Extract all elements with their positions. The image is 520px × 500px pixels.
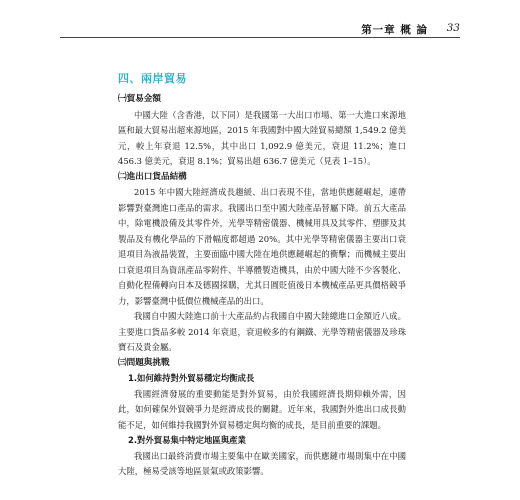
subheading-trade-amount: ㈠貿易金額	[118, 94, 161, 104]
page-number: 33	[446, 22, 460, 34]
paragraph-stable-growth: 我國經濟發展的重要動能是對外貿易，由於我國經濟長期仰賴外需，因此，如何確保外貿競爭力是經濟成長的關鍵。近年來，我國對外進出口成長動能不足，如何維持我國對外貿易穩定與均衡的成長，是目前重要的課題。	[118, 388, 406, 430]
subheading-goods-structure: ㈡進出口貨品結構	[118, 171, 187, 182]
chapter-title: 第一章 概 論	[361, 24, 428, 36]
paragraph-concentration: 我國出口最終消費市場主要集中在歐美國家，而供應鏈市場則集中在中國大陸，極易受該等地區景氣或政策影響。	[118, 450, 406, 476]
subheading-concentration: 2.對外貿易集中特定地區與產業	[128, 435, 246, 445]
page-header	[60, 22, 460, 40]
body-content	[118, 92, 406, 480]
paragraph-export-structure: 2015 年中國大陸經濟成長趨緩、出口表現不佳，當地供應鏈崛起，連帶影響對臺灣進口產品的需求。我國出口至中國大陸產品替屬下降。前五大產品中，除電機設備及其零件外，光學等精密儀器、機械用具及其零件、塑膠及其製品及有機化學品的下滑幅度都超過 20%。其中光學等精密儀器主要出口衰退項目為液晶裝置，主要面臨中國大陸在地供應鏈崛起的衝擊；而機械主要出口衰退項目為資訊產品零附件、半導體製造機具，由於中國大陸不少客製化、自動化程備轉向日本及德國採購，尤其日圓貶值後日本機械產品更具價格競爭力，影響臺灣中低價位機械產品的出口。	[118, 187, 406, 306]
paragraph-trade-amount: 中國大陸（含香港，以下同）是我國第一大出口市場、第一大進口來源地區和最大貿易出超來源地區，2015 年我國對中國大陸貿易總額 1,549.2 億美元，較上年衰退 12.5%，其中出口 1,092.9 億美元，衰退 11.2%；進口 456.3 億美元，衰退 8.1%；貿易出超 636.7 億美元（見表 1–15）。	[118, 109, 406, 166]
subheading-stable-growth: 1.如何維持對外貿易穩定均衡成長	[128, 373, 255, 383]
paragraph-import-structure: 我國自中國大陸進口前十大產品約占我國自中國大陸總進口金額近八成。主要進口貨品多較 2014 年衰退，衰退較多的有鋼鐵、光學等精密儀器及珍珠寶石及貴金屬。	[118, 311, 406, 352]
subheading-problems-challenges: ㈢問題與挑戰	[118, 357, 170, 368]
section-title: 四、兩岸貿易	[118, 72, 187, 85]
header-rule	[60, 37, 460, 38]
